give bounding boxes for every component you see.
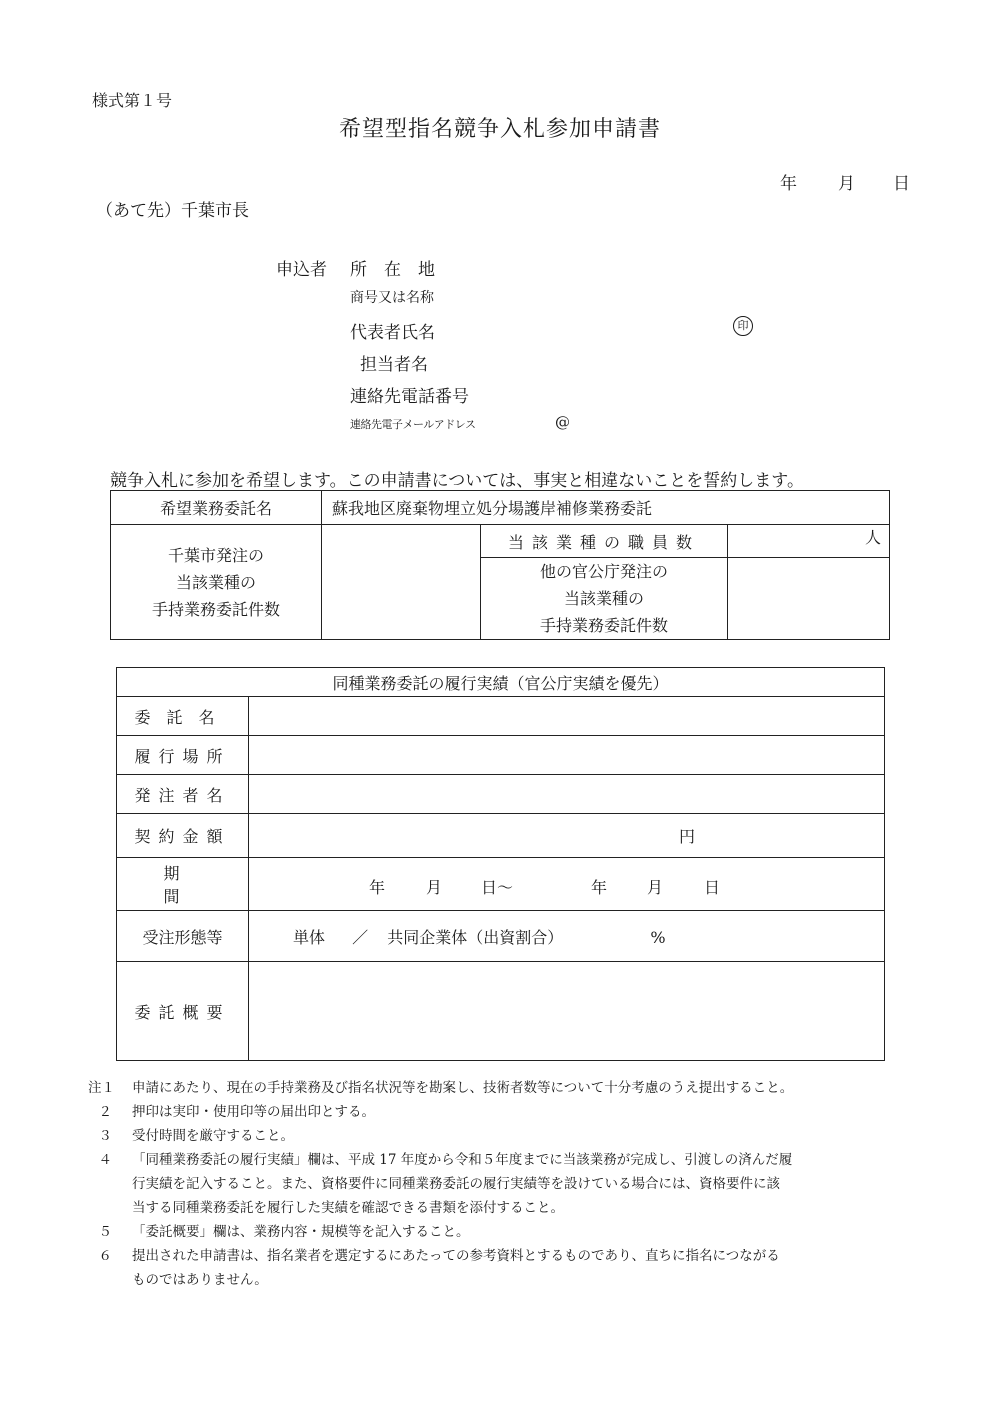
- form-separator: ／: [352, 927, 369, 947]
- addressee: （あて先）千葉市長: [96, 201, 249, 221]
- date-month-label: 月: [838, 174, 855, 194]
- note-number: ２: [98, 1104, 112, 1120]
- period-start-day: 日～: [481, 878, 514, 897]
- note-text: 押印は実印・使用印等の届出印とする。: [132, 1104, 375, 1120]
- form-single: 単体: [293, 927, 326, 947]
- track-record-heading-cell: [117, 668, 885, 697]
- chiba-count-label-line: 当該業種の: [175, 572, 256, 592]
- order-form-value[interactable]: [249, 911, 885, 962]
- summary-label: 委託概要: [134, 1002, 231, 1022]
- commission-name-label: 委託名: [134, 707, 231, 727]
- orderer-name-label: 発注者名: [134, 785, 231, 805]
- form-jv: 共同企業体（出資割合）: [387, 927, 564, 947]
- contract-amount-label: 契約金額: [134, 827, 231, 846]
- track-record-heading: 同種業務委託の履行実績（官公庁実績を優先）: [332, 673, 669, 693]
- chiba-count-label-line: 手持業務委託件数: [151, 599, 280, 619]
- form-percent: %: [650, 927, 666, 947]
- project-label: 希望業務委託名: [159, 499, 272, 518]
- at-sign: @: [555, 413, 570, 431]
- period-end-day: 日: [704, 878, 721, 897]
- note-item: [88, 1244, 888, 1292]
- note-number: ５: [98, 1224, 112, 1240]
- contract-amount-value[interactable]: [249, 814, 885, 858]
- note-item: [88, 1124, 888, 1148]
- pledge-statement: 競争入札に参加を希望します。この申請書については、事実と相違ないことを誓約します。: [110, 471, 804, 491]
- period-start-month: 月: [426, 878, 443, 897]
- period-end-year: 年: [591, 878, 608, 897]
- other-count-label-line: 手持業務委託件数: [539, 616, 668, 635]
- other-count-label-cell: [481, 558, 728, 640]
- date-day-label: 日: [893, 174, 910, 194]
- applicant-label: 申込者: [276, 260, 327, 280]
- note-text: 提出された申請書は、指名業者を選定するにあたっての参考資料とするものであり、直ちに指名につながる ものではありません。: [132, 1248, 780, 1288]
- note-number: ３: [98, 1128, 112, 1144]
- staff-count-unit: 人: [865, 528, 882, 547]
- row-label-amount: [117, 814, 249, 858]
- seal-mark: 印: [733, 316, 753, 336]
- other-count-label-line: 他の官公庁発注の: [539, 562, 668, 581]
- company-name-label: 商号又は名称: [350, 290, 434, 306]
- row-label-form: [117, 911, 249, 962]
- note-text: 「委託概要」欄は、業務内容・規模等を記入すること。: [132, 1224, 470, 1240]
- chiba-count-label-line: 千葉市発注の: [167, 545, 264, 565]
- project-label-cell: [111, 491, 322, 525]
- note-text: 受付時間を厳守すること。: [132, 1128, 294, 1144]
- project-name-cell: [322, 491, 890, 525]
- commission-name-value[interactable]: [249, 697, 885, 736]
- notes: [88, 1076, 888, 1292]
- period-label: 期間: [163, 864, 222, 906]
- representative-label: 代表者氏名: [350, 323, 435, 343]
- note-number: ６: [98, 1248, 112, 1264]
- other-count-label-line: 当該業種の: [563, 589, 644, 608]
- note-number: ４: [98, 1152, 112, 1168]
- chiba-count-value-cell[interactable]: [322, 525, 481, 640]
- yen-unit: 円: [679, 827, 696, 846]
- staff-count-value-cell[interactable]: [728, 525, 890, 558]
- address-label: 所 在 地: [350, 260, 435, 280]
- project-name: 蘇我地区廃棄物埋立処分場護岸補修業務委託: [332, 499, 653, 518]
- note-item: [88, 1076, 888, 1100]
- row-label-place: [117, 736, 249, 775]
- row-label-name: [117, 697, 249, 736]
- staff-count-label: 当該業種の職員数: [507, 532, 700, 552]
- performance-place-value[interactable]: [249, 736, 885, 775]
- period-start-year: 年: [369, 878, 386, 897]
- note-text: 申請にあたり、現在の手持業務及び指名状況等を勘案し、技術者数等について十分考慮のうえ提出すること。: [132, 1080, 794, 1096]
- document-title: 希望型指名競争入札参加申請書: [338, 117, 661, 142]
- chiba-count-label-cell: [111, 525, 322, 640]
- orderer-name-value[interactable]: [249, 775, 885, 814]
- email-label: 連絡先電子メールアドレス: [350, 418, 476, 431]
- form-number: 様式第１号: [92, 91, 173, 110]
- date-year-label: 年: [780, 174, 797, 194]
- row-label-period: [117, 858, 249, 911]
- row-label-orderer: [117, 775, 249, 814]
- note-item: [88, 1220, 888, 1244]
- other-count-value-cell[interactable]: [728, 558, 890, 640]
- contact-person-label: 担当者名: [360, 355, 428, 375]
- note-item: [88, 1100, 888, 1124]
- note-item: [88, 1148, 888, 1220]
- staff-count-label-cell: [481, 525, 728, 558]
- period-end-month: 月: [647, 878, 664, 897]
- period-value[interactable]: [249, 858, 885, 911]
- note-number: 注１: [88, 1080, 115, 1096]
- note-text: 「同種業務委託の履行実績」欄は、平成 17 年度から令和５年度までに当該業務が完成し、引渡しの済んだ履 行実績を記入すること。また、資格要件に同種業務委託の履行実績等を設けている場合には、資格要件に該 当する同種業務委託を履行した実績を確認できる書類を添付すること。: [132, 1152, 793, 1216]
- row-label-summary: [117, 962, 249, 1061]
- phone-label: 連絡先電話番号: [350, 387, 469, 407]
- application-table: [110, 490, 890, 640]
- summary-value[interactable]: [249, 962, 885, 1061]
- order-form-label: 受注形態等: [142, 927, 223, 947]
- track-record-table: [116, 667, 885, 1061]
- performance-place-label: 履行場所: [134, 746, 231, 766]
